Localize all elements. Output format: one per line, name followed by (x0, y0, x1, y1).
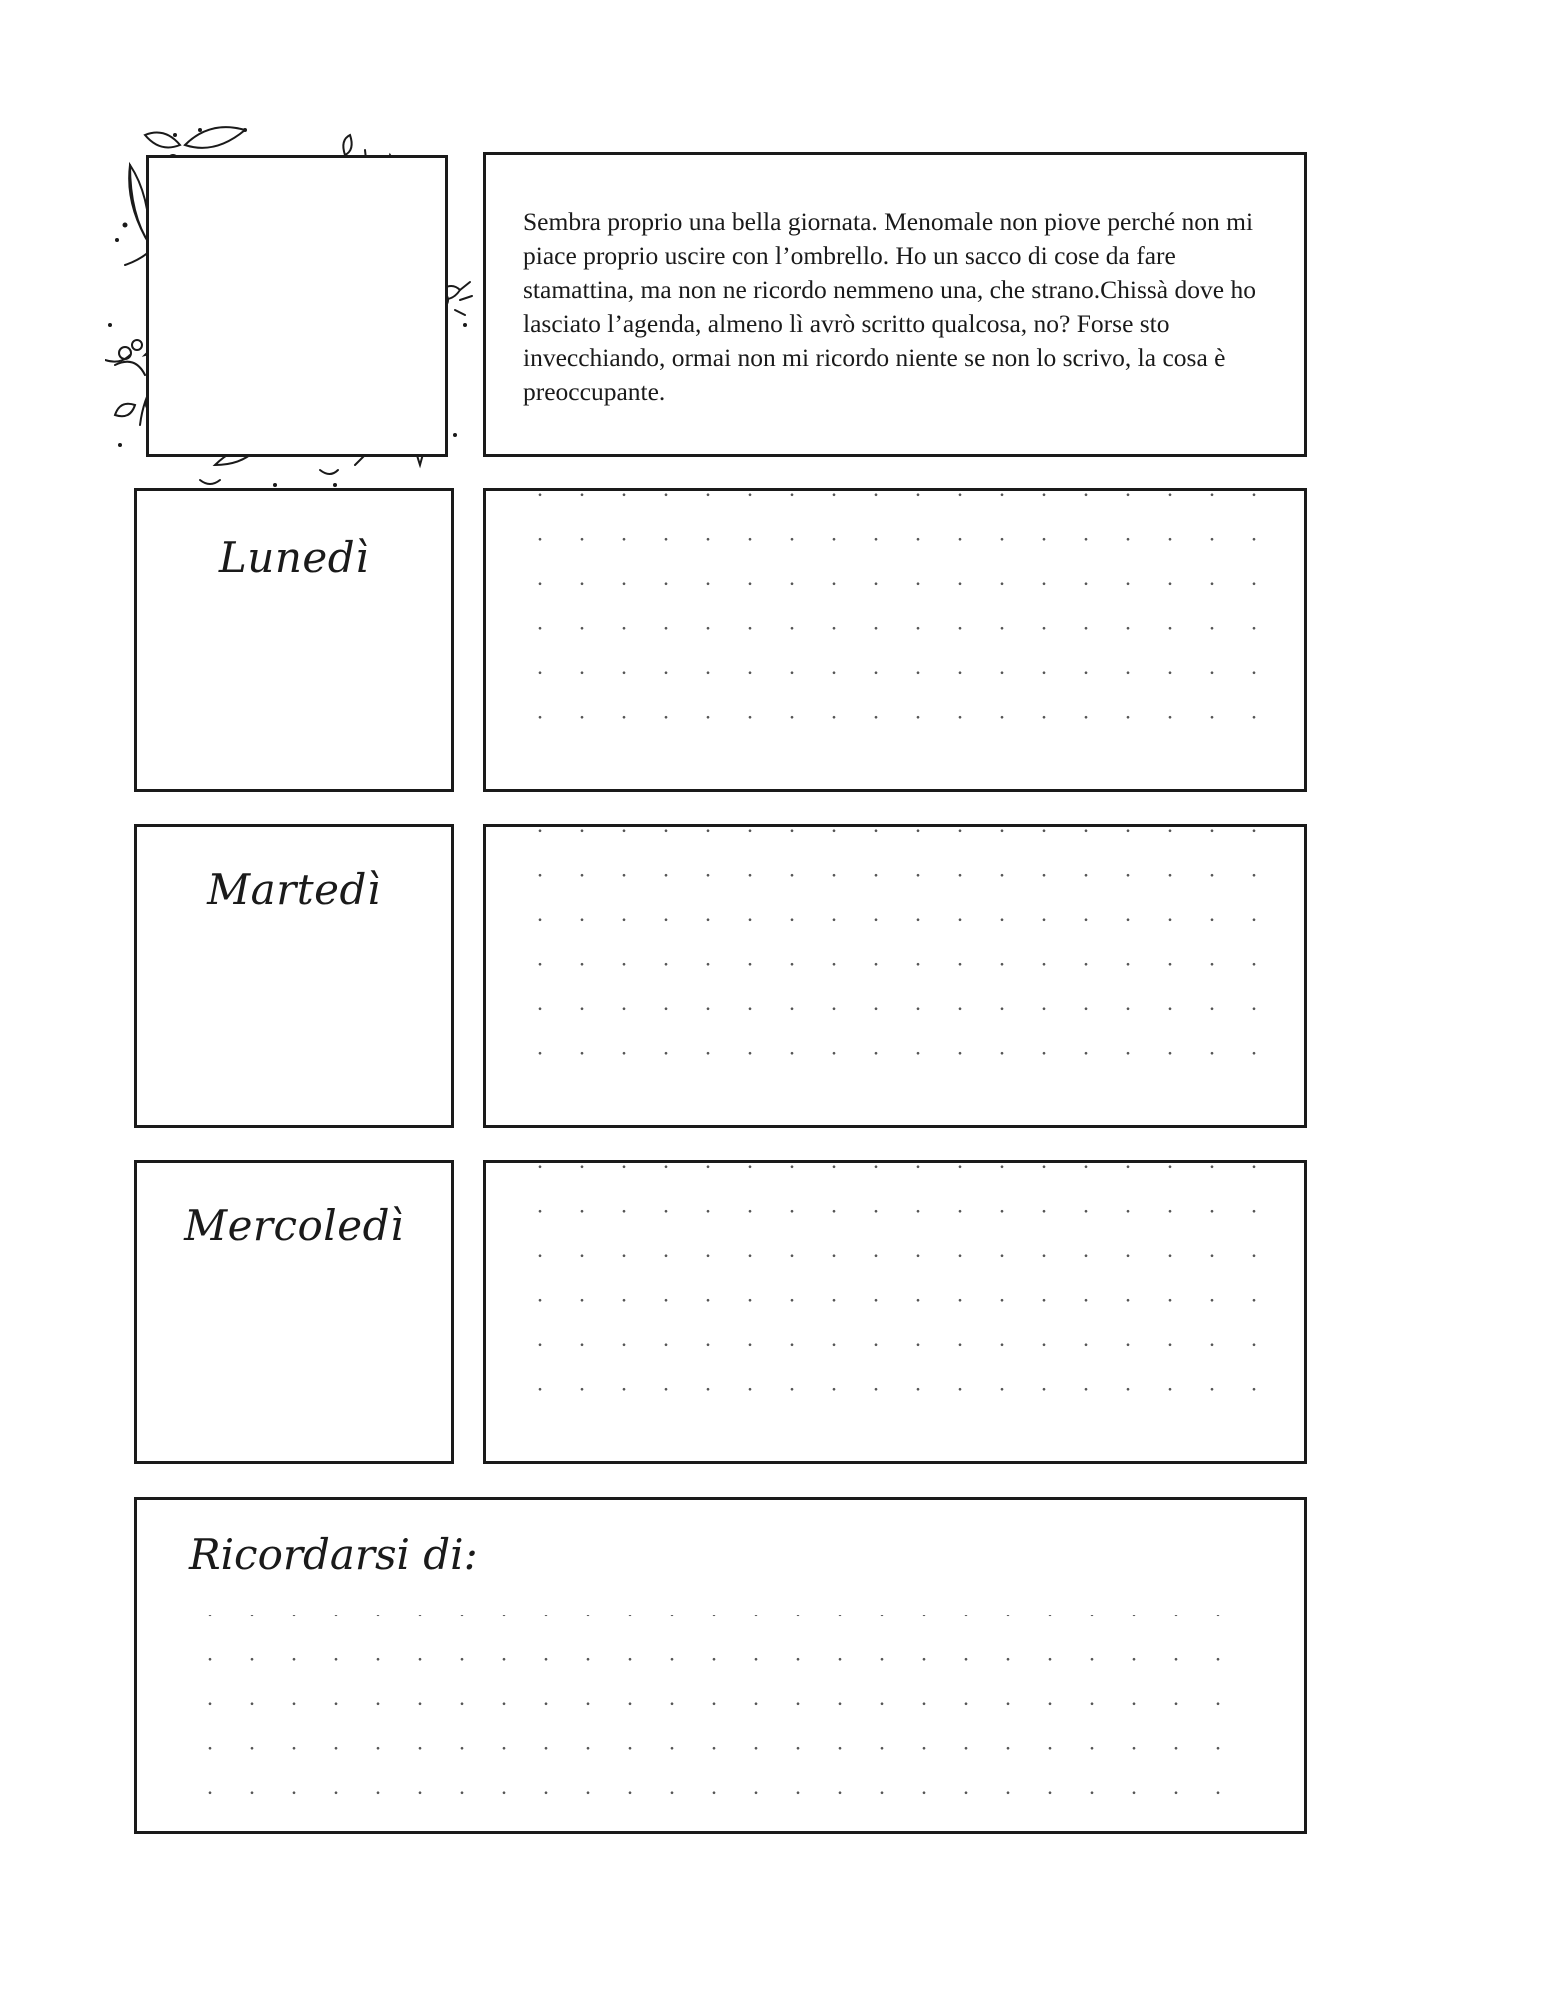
dot-grid (172, 1615, 1242, 1805)
journal-entry-text: Sembra proprio una bella giornata. Menomale non piove perché non mi piace proprio uscire con l’ombrello. Ho un sacco di cose da fare stamattina, ma non ne ricordo nemmeno una, che strano.Chissà dove ho lasciato l’agenda, almeno lì avrò scritto qualcosa, no? Forse sto invecchiando, ormai non mi ricordo niente se non lo scrivo, la cosa è preoccupante. (523, 207, 1256, 406)
dot-grid (508, 1163, 1268, 1418)
day-notes-box-tuesday[interactable] (483, 824, 1307, 1128)
dot-grid (508, 827, 1268, 1082)
day-label-tuesday: Martedì (207, 865, 381, 914)
day-label-box-monday (134, 488, 454, 792)
journal-entry-box (483, 152, 1307, 457)
reminders-title: Ricordarsi di: (189, 1530, 478, 1579)
dot-grid (508, 491, 1268, 746)
day-label-monday: Lunedì (218, 533, 370, 582)
day-label-box-wednesday (134, 1160, 454, 1464)
day-label-wednesday: Mercoledì (184, 1201, 404, 1250)
day-notes-box-wednesday[interactable] (483, 1160, 1307, 1464)
day-label-box-tuesday (134, 824, 454, 1128)
day-notes-box-monday[interactable] (483, 488, 1307, 792)
reminders-box[interactable] (134, 1497, 1307, 1834)
photo-frame (146, 155, 448, 457)
